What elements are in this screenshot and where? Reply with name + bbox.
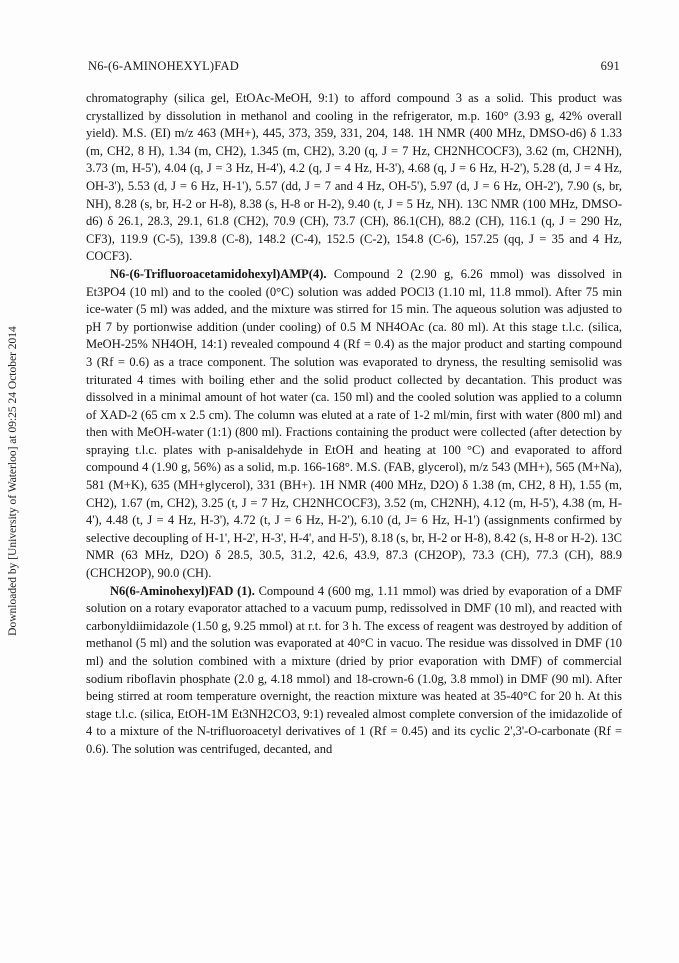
running-title: N6-(6-AMINOHEXYL)FAD [88,59,239,73]
article-body [86,90,622,759]
paragraph-compound-3: chromatography (silica gel, EtOAc-MeOH, 9:1) to afford compound 3 as a solid. This product was crystallized by dissolution in methanol and cooling in the refrigerator, m.p. 160° (3.93 g, 42% overall yield). M.S. (EI) m/z 463 (MH+), 445, 373, 359, 331, 204, 148. 1H NMR (400 MHz, DMSO-d6) δ 1.33 (m, CH2, 8 H), 1.34 (m, CH2), 1.345 (m, CH2), 3.20 (q, J = 7 Hz, CH2NHCOCF3), 3.62 (m, CH2NH), 3.73 (m, H-5'), 4.04 (q, J = 3 Hz, H-4'), 4.2 (q, J = 4 Hz, H-3'), 4.68 (q, J = 6 Hz, H-2'), 5.28 (d, J = 4 Hz, OH-3'), 5.53 (d, J = 6 Hz, H-1'), 5.57 (dd, J = 7 and 4 Hz, OH-5'), 5.97 (d, J = 6 Hz, OH-2'), 7.90 (s, br, NH), 8.28 (s, br, H-2 or H-8), 8.38 (s, H-8 or H-2), 9.40 (t, J = 5 Hz, NH). 13C NMR (100 MHz, DMSO-d6) δ 26.1, 28.3, 29.1, 61.8 (CH2), 70.9 (CH), 73.7 (CH), 86.1(CH), 88.2 (CH), 116.1 (q, J = 290 Hz, CF3), 119.9 (C-5), 139.8 (C-8), 148.2 (C-4), 152.5 (C-2), 154.8 (C-6), 157.25 (qq, J = 35 and 4 Hz, COCF3). [86,91,622,264]
paragraph-compound-1-text: Compound 4 (600 mg, 1.11 mmol) was dried by evaporation of a DMF solution on a rotary evaporator attached to a vacuum pump, redissolved in DMF (10 ml), and reacted with carbonyldiimidazole (1.50 g, 9.25 mmol) at r.t. for 3 h. The excess of reagent was destroyed by addition of methanol (5 ml) and the solution was evaporated at 40°C in vacuo. The residue was dissolved in DMF (10 ml) and the solution combined with a mixture (dried by prior evaporation with DMF) of commercial sodium riboflavin phosphate (2.0 g, 4.18 mmol) and 18-crown-6 (1.0g, 3.8 mmol) in DMF (90 ml). After being stirred at room temperature overnight, the reaction mixture was heated at 35-40°C for 20 h. At this stage t.l.c. (silica, EtOH-1M Et3NH2CO3, 9:1) revealed almost complete conversion of the imidazolide of 4 to a mixture of the N-trifluoroacetyl derivatives of 1 (Rf = 0.45) and its cyclic 2',3'-O-carbonate (Rf = 0.6). The solution was centrifuged, decanted, and [86,583,622,756]
paragraph-compound-4-text: Compound 2 (2.90 g, 6.26 mmol) was dissolved in Et3PO4 (10 ml) and to the cooled (0°C) solution was added POCl3 (1.10 ml, 11.8 mmol). After 75 min ice-water (5 ml) was added, and the mixture was stirred for 15 min. The aqueous solution was adjusted to pH 7 by portionwise addition (under cooling) of 0.5 M NH4OAc (ca. 80 ml). At this stage t.l.c. (silica, MeOH-25% NH4OH, 14:1) revealed compound 4 (Rf = 0.4) as the major product and starting compound 3 (Rf = 0.6) as a trace component. The solution was evaporated to dryness, the resulting semisolid was triturated 4 times with boiling ether and the solid product collected by decantation. This product was dissolved in a minimal amount of hot water (ca. 150 ml) and the cooled solution was applied to a column of XAD-2 (65 cm x 2.5 cm). The column was eluted at a rate of 1-2 ml/min, first with water (800 ml) and then with MeOH-water (1:1) (800 ml). Fractions containing the product were collected (after detection by spraying t.l.c. plates with p-anisaldehyde in EtOH and heating at 100 °C) and evaporated to afford compound 4 (1.90 g, 56%) as a solid, m.p. 166-168°. M.S. (FAB, glycerol), m/z 543 (MH+), 565 (M+Na), 581 (M+K), 635 (MH+glycerol), 331 (BH+). 1H NMR (400 MHz, D2O) δ 1.38 (m, CH2, 8 H), 1.55 (m, CH2), 1.67 (m, CH2), 3.25 (t, J = 7 Hz, CH2NHCOCF3), 3.52 (m, CH2NH), 4.12 (m, H-5'), 4.38 (m, H-4'), 4.48 (t, J = 4 Hz, H-3'), 4.72 (t, J = 6 Hz, H-2'), 6.10 (d, J= 6 Hz, H-1') (assignments confirmed by selective decoupling of H-1', H-2', H-3', H-4', and H-5'), 8.18 (s, br, H-2 or H-8), 8.42 (s, H-8 or H-2). 13C NMR (63 MHz, D2O) δ 28.5, 30.5, 31.2, 42.6, 43.9, 87.3 (CH2OP), 73.3 (CH), 77.3 (CH), 88.9 (CHCH2OP), 90.0 (CH). [86,266,622,581]
section-heading-compound-1: N6(6-Aminohexyl)FAD (1). [110,583,255,598]
section-heading-compound-4: N6-(6-Trifluoroacetamidohexyl)AMP(4). [110,266,327,281]
download-watermark [6,222,20,740]
page-number: 691 [600,59,620,73]
paragraph-compound-4 [86,266,622,583]
paragraph-compound-1 [86,583,622,759]
download-watermark-text: Downloaded by [University of Waterloo] at 09:25 24 October 2014 [7,326,19,636]
